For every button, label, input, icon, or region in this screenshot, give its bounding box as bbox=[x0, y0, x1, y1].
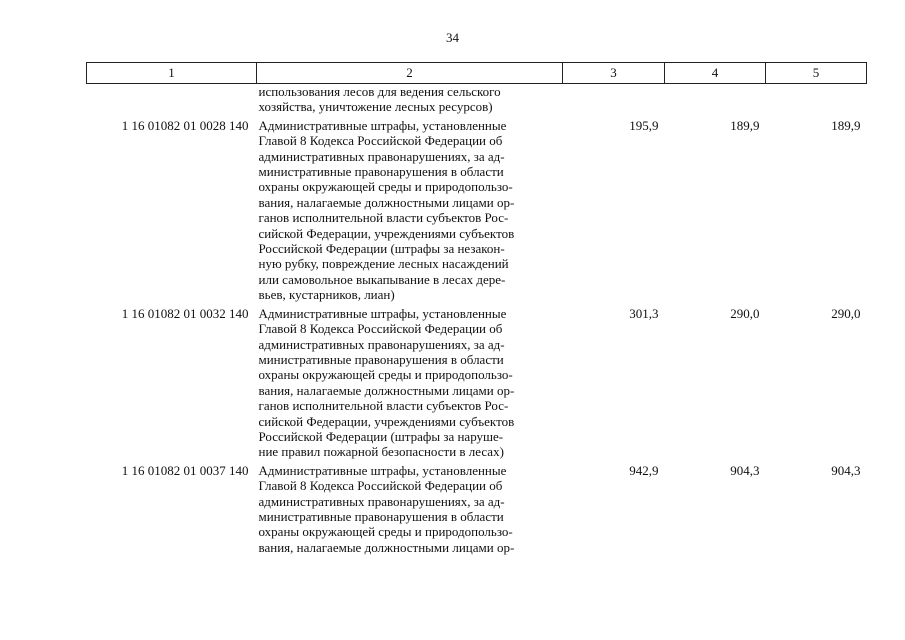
description-line: использования лесов для ведения сельского bbox=[258, 84, 501, 99]
description-line: сийской Федерации, учреждениями субъектов bbox=[258, 225, 515, 241]
description-line: сийской Федерации, учреждениями субъектов bbox=[258, 413, 515, 429]
budget-table bbox=[86, 62, 867, 558]
amount-column-4: 189,9 bbox=[730, 117, 760, 133]
description-line: ную рубку, повреждение лесных насаждений bbox=[258, 256, 509, 272]
column-header-3: 3 bbox=[563, 63, 665, 84]
column-header-4: 4 bbox=[665, 63, 766, 84]
description-line: или самовольное выкапывание в лесах дере- bbox=[258, 271, 506, 287]
description-line: ганов исполнительной власти субъектов Рос- bbox=[258, 210, 509, 226]
amount-column-4 bbox=[665, 84, 766, 118]
budget-code: 1 16 01082 01 0037 140 bbox=[121, 462, 249, 478]
description-line: Административные штрафы, установленные bbox=[258, 117, 507, 133]
header-row bbox=[87, 63, 867, 84]
description-line: ние правил пожарной безопасности в лесах) bbox=[258, 444, 504, 460]
table-row bbox=[87, 306, 867, 463]
description-line: административных правонарушениях, за ад- bbox=[258, 148, 505, 164]
amount-column-5 bbox=[766, 84, 867, 118]
column-header-1: 1 bbox=[87, 63, 257, 84]
description-line: Российской Федерации (штрафы за незакон- bbox=[258, 241, 505, 257]
amount-column-5: 189,9 bbox=[831, 117, 861, 133]
description-line: вания, налагаемые должностными лицами ор- bbox=[258, 539, 515, 555]
description-line: Административные штрафы, установленные bbox=[258, 305, 507, 321]
revenue-description bbox=[257, 118, 563, 306]
table-row bbox=[87, 463, 867, 558]
amount-column-3: 942,9 bbox=[629, 462, 659, 478]
amount-column-3: 301,3 bbox=[629, 305, 659, 321]
description-line: Главой 8 Кодекса Российской Федерации об bbox=[258, 321, 503, 337]
description-line: охраны окружающей среды и природопользо- bbox=[258, 524, 513, 540]
amount-column-3 bbox=[563, 84, 665, 118]
description-line: вания, налагаемые должностными лицами ор- bbox=[258, 194, 515, 210]
description-line: Административные штрафы, установленные bbox=[258, 462, 507, 478]
description-line: министративные правонарушения в области bbox=[258, 351, 504, 367]
revenue-description bbox=[257, 306, 563, 463]
description-line: вания, налагаемые должностными лицами ор- bbox=[258, 382, 515, 398]
amount-column-4: 904,3 bbox=[730, 462, 760, 478]
column-header-5: 5 bbox=[766, 63, 867, 84]
revenue-description bbox=[257, 463, 563, 558]
description-line: Российской Федерации (штрафы за наруше- bbox=[258, 428, 504, 444]
budget-code: 1 16 01082 01 0028 140 bbox=[121, 117, 249, 133]
revenue-description bbox=[257, 84, 563, 118]
table-row bbox=[87, 118, 867, 306]
budget-code bbox=[87, 84, 257, 118]
description-line: вьев, кустарников, лиан) bbox=[258, 287, 395, 303]
description-line: ганов исполнительной власти субъектов Рос- bbox=[258, 398, 509, 414]
table-row bbox=[87, 84, 867, 118]
page-number: 34 bbox=[446, 30, 459, 45]
amount-column-5: 290,0 bbox=[831, 305, 861, 321]
description-line: министративные правонарушения в области bbox=[258, 164, 504, 180]
table-body bbox=[87, 84, 867, 559]
description-line: административных правонарушениях, за ад- bbox=[258, 336, 505, 352]
column-header-2: 2 bbox=[257, 63, 563, 84]
amount-column-4: 290,0 bbox=[730, 305, 760, 321]
description-line: Главой 8 Кодекса Российской Федерации об bbox=[258, 133, 503, 149]
description-line: министративные правонарушения в области bbox=[258, 508, 504, 524]
amount-column-3: 195,9 bbox=[629, 117, 659, 133]
table-header bbox=[87, 63, 867, 84]
description-line: Главой 8 Кодекса Российской Федерации об bbox=[258, 478, 503, 494]
description-line: административных правонарушениях, за ад- bbox=[258, 493, 505, 509]
amount-column-5: 904,3 bbox=[831, 462, 861, 478]
budget-code: 1 16 01082 01 0032 140 bbox=[121, 305, 249, 321]
description-line: охраны окружающей среды и природопользо- bbox=[258, 367, 513, 383]
description-line: охраны окружающей среды и природопользо- bbox=[258, 179, 513, 195]
description-line: хозяйства, уничтожение лесных ресурсов) bbox=[258, 99, 493, 115]
